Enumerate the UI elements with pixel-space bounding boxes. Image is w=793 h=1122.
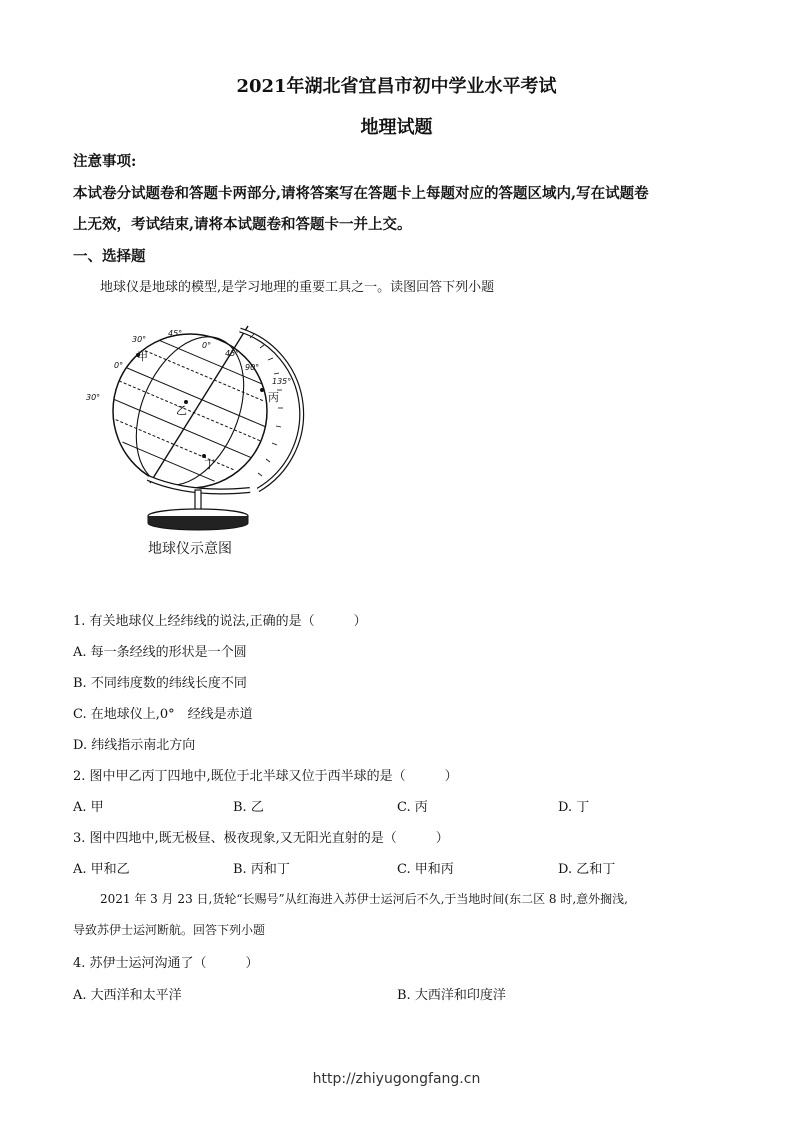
notice-line-1: 本试卷分试题卷和答题卡两部分,请将答案写在答题卡上每题对应的答题区域内,写在试题卷	[73, 185, 649, 202]
passage-2-line-2: 导致苏伊士运河断航。回答下列小题	[73, 923, 266, 937]
notice-line-2: 上无效，考试结束,请将本试题卷和答题卡一并上交。	[73, 216, 412, 233]
question-1-option-b: B. 不同纬度数的纬线长度不同	[73, 676, 247, 691]
section-heading: 一、选择题	[73, 248, 146, 265]
deg-0-left: 0°	[114, 361, 124, 370]
meridian-ring-outer	[240, 330, 302, 490]
question-1-option-a: A. 每一条经线的形状是一个圆	[73, 645, 247, 660]
question-2-option-c: C. 丙	[397, 800, 428, 815]
question-3-stem: 3. 图中四地中,既无极昼、极夜现象,又无阳光直射的是（ ）	[73, 831, 449, 846]
question-4-option-a: A. 大西洋和太平洋	[73, 988, 182, 1003]
question-2-option-d: D. 丁	[558, 800, 590, 815]
latitude-lines	[98, 332, 282, 492]
question-1-option-c: C. 在地球仪上,0° 经线是赤道	[73, 707, 253, 722]
figure-caption: 地球仪示意图	[148, 541, 232, 557]
deg-30-bottom: 30°	[86, 393, 101, 402]
exam-title: 2021年湖北省宜昌市初中学业水平考试	[236, 76, 557, 97]
label-ding: 丁	[204, 458, 215, 471]
exam-subject: 地理试题	[360, 117, 433, 138]
question-2-option-a: A. 甲	[73, 800, 104, 815]
deg-45-right: 45°	[225, 349, 240, 358]
deg-90: 90°	[245, 363, 260, 372]
question-1-option-d: D. 纬线指示南北方向	[73, 738, 196, 753]
globe-figure	[80, 318, 310, 533]
question-1-stem: 1. 有关地球仪上经纬线的说法,正确的是（ ）	[73, 614, 367, 629]
notice-heading: 注意事项:	[73, 153, 137, 170]
question-3-option-d: D. 乙和丁	[558, 862, 616, 877]
globe-base	[148, 516, 248, 530]
deg-135: 135°	[272, 377, 292, 386]
deg-0-top: 0°	[202, 341, 212, 350]
label-jia: 甲	[137, 350, 148, 363]
question-3-option-b: B. 丙和丁	[233, 862, 290, 877]
deg-30-top: 30°	[132, 335, 147, 344]
section-intro: 地球仪是地球的模型,是学习地理的重要工具之一。读图回答下列小题	[100, 280, 495, 295]
question-2-stem: 2. 图中甲乙丙丁四地中,既位于北半球又位于西半球的是（ ）	[73, 769, 458, 784]
point-bing	[260, 388, 264, 392]
question-4-stem: 4. 苏伊士运河沟通了（ ）	[73, 956, 259, 971]
question-4-option-b: B. 大西洋和印度洋	[397, 988, 506, 1003]
question-3-option-c: C. 甲和丙	[397, 862, 454, 877]
globe-diagram	[80, 318, 310, 533]
question-2-option-b: B. 乙	[233, 800, 264, 815]
deg-45-left: 45°	[168, 329, 183, 338]
passage-2-line-1: 2021 年 3 月 23 日,货轮“长赐号”从红海进入苏伊士运河后不久,于当地时间(东二区 8 时,意外搁浅,	[100, 892, 628, 906]
footer-url[interactable]: http://zhiyugongfang.cn	[312, 1071, 481, 1087]
label-bing: 丙	[268, 391, 279, 404]
label-yi: 乙	[176, 404, 187, 417]
question-3-option-a: A. 甲和乙	[73, 862, 130, 877]
